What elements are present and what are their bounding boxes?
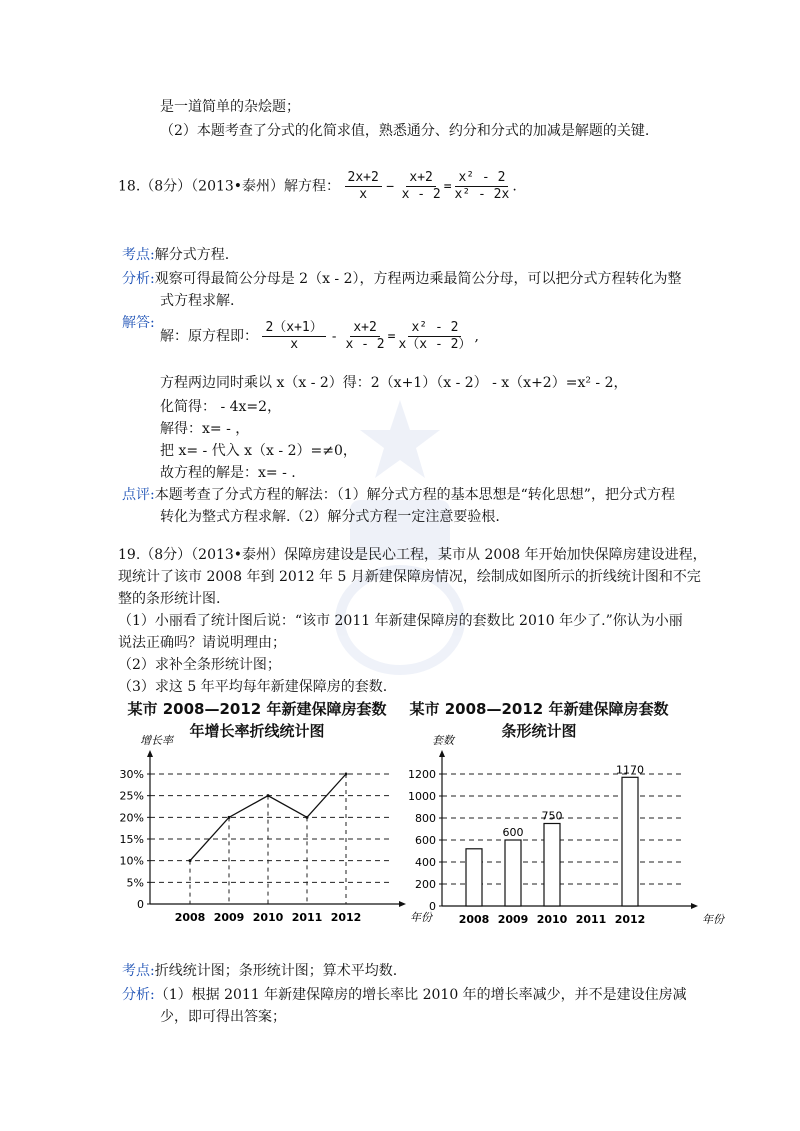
numerator: x+2 bbox=[406, 170, 435, 187]
kaodian-label: 考点: bbox=[122, 963, 155, 979]
y-tick-label: 20% bbox=[119, 811, 144, 825]
y-tick-label: 30% bbox=[119, 768, 144, 781]
denominator: x bbox=[359, 187, 368, 202]
denominator: x - 2 bbox=[345, 337, 385, 352]
denominator: x - 2 bbox=[401, 187, 441, 202]
equals-sign: = bbox=[443, 179, 452, 195]
x-tick-label: 2011 bbox=[575, 913, 607, 926]
x-tick-label: 2010 bbox=[536, 913, 568, 926]
kaodian-text: 折线统计图；条形统计图；算术平均数. bbox=[154, 963, 398, 979]
bar bbox=[505, 840, 521, 906]
q19-kaodian bbox=[122, 962, 397, 980]
operator: - bbox=[330, 329, 339, 345]
q19-sub-3: （3）求这 5 年平均每年新建保障房的套数. bbox=[118, 679, 388, 695]
x-axis-label: 年份 bbox=[410, 911, 432, 924]
bar bbox=[622, 777, 638, 906]
numerator: 2（x+1） bbox=[262, 320, 325, 337]
q18-heading bbox=[118, 170, 517, 203]
q18-kaodian bbox=[122, 246, 229, 264]
data-point bbox=[345, 773, 348, 776]
watermark-emblem bbox=[330, 390, 470, 680]
data-point bbox=[306, 816, 309, 819]
y-tick-label: 600 bbox=[415, 834, 436, 847]
q18-fraction-1 bbox=[345, 170, 382, 203]
q18-dianping bbox=[122, 486, 675, 504]
q19-sub-1a: （1）小丽看了统计图后说：“该市 2011 年新建保障房的套数比 2010 年少了.”你认为小丽 bbox=[118, 613, 683, 629]
bar bbox=[466, 849, 482, 906]
period: . bbox=[512, 178, 517, 195]
fenxi-text-1: 观察可得最简公分母是 2（x - 2），方程两边乘最简公分母，可以把分式方程转化为整 bbox=[154, 271, 682, 287]
y-tick-label: 0 bbox=[429, 900, 436, 913]
x-tick-label: 2008 bbox=[174, 911, 206, 924]
y-tick-label: 1000 bbox=[408, 790, 436, 803]
jieda-label: 解答: bbox=[122, 315, 155, 331]
q18-fraction-3 bbox=[452, 170, 513, 203]
q18-fenxi bbox=[122, 270, 682, 288]
x-tick-label: 2012 bbox=[330, 911, 362, 924]
data-label: 750 bbox=[541, 809, 563, 823]
q19-fenxi bbox=[122, 986, 687, 1004]
bar-chart-title: 某市 2008—2012 年新建保障房套数 bbox=[409, 700, 669, 718]
y-tick-label: 10% bbox=[119, 854, 144, 868]
numerator: x+2 bbox=[350, 320, 379, 337]
x-tick-label: 2012 bbox=[614, 913, 646, 926]
numerator: x² - 2 bbox=[408, 320, 461, 337]
data-label: 600 bbox=[502, 826, 524, 839]
q19-head-2: 现统计了该市 2008 年到 2012 年 5 月新建保障房情况，绘制成如图所示的折线统计图和不完 bbox=[118, 569, 701, 585]
q18-head-text: 18.（8分）（2013•泰州）解方程： bbox=[118, 178, 341, 195]
y-tick-label: 800 bbox=[415, 812, 436, 825]
fenxi-text-1: （1）根据 2011 年新建保障房的增长率比 2010 年的增长率减少，并不是建设住房减 bbox=[154, 987, 687, 1003]
data-point bbox=[189, 859, 192, 862]
y-tick-label: 400 bbox=[415, 856, 436, 869]
denominator: x（x - 2） bbox=[398, 337, 472, 352]
line-chart-subtitle: 年增长率折线统计图 bbox=[189, 722, 325, 740]
sol-fraction-1 bbox=[262, 320, 325, 353]
bar-chart bbox=[400, 730, 724, 930]
x-tick-label: 2011 bbox=[291, 911, 323, 924]
q18-step-4: 把 x= - 代入 x（x - 2）=≠0， bbox=[160, 443, 357, 459]
y-axis-label: 增长率 bbox=[140, 734, 173, 747]
x-tick-label: 2010 bbox=[252, 911, 284, 924]
q19-sub-2: （2）求补全条形统计图； bbox=[118, 657, 281, 673]
x-axis-arrow bbox=[691, 903, 698, 909]
q18-solution-equation bbox=[160, 320, 479, 353]
fenxi-label: 分析: bbox=[122, 987, 155, 1003]
x-tick-label: 2009 bbox=[497, 913, 529, 926]
q18-step-1: 方程两边同时乘以 x（x - 2）得：2（x+1）（x - 2） - x（x+2）=x² - 2， bbox=[160, 375, 628, 391]
intro-line-1: 是一道简单的杂烩题； bbox=[160, 99, 300, 115]
y-tick-label: 0 bbox=[137, 898, 144, 911]
x-tick-label: 2008 bbox=[458, 913, 490, 926]
data-point bbox=[267, 794, 270, 797]
bar-chart-subtitle: 条形统计图 bbox=[501, 722, 577, 740]
kaodian-label: 考点: bbox=[122, 247, 155, 263]
q18-step-5: 故方程的解是：x= - . bbox=[160, 465, 296, 481]
bar bbox=[544, 824, 560, 907]
q18-fenxi-2: 式方程求解. bbox=[160, 293, 235, 309]
q19-fenxi-2: 少，即可得出答案； bbox=[160, 1009, 286, 1025]
y-axis-arrow bbox=[147, 750, 153, 757]
q18-fraction-2 bbox=[399, 170, 444, 203]
denominator: x bbox=[290, 337, 299, 352]
sol-fraction-2 bbox=[343, 320, 388, 353]
q19-head-3: 整的条形统计图. bbox=[118, 591, 221, 607]
dianping-text-1: 本题考查了分式方程的解法：（1）解分式方程的基本思想是“转化思想”，把分式方程 bbox=[154, 487, 675, 503]
dianping-label: 点评: bbox=[122, 487, 155, 503]
q19-sub-1b: 说法正确吗？请说明理由； bbox=[118, 635, 286, 651]
numerator: 2x+2 bbox=[345, 170, 382, 187]
y-axis-label: 套数 bbox=[432, 734, 454, 747]
x-tick-label: 2009 bbox=[213, 911, 245, 924]
q19-head-1: 19.（8分）（2013•泰州）保障房建设是民心工程，某市从 2008 年开始加快保障房建设进程， bbox=[118, 547, 707, 563]
operator: − bbox=[386, 179, 395, 195]
q18-step-2: 化简得： - 4x=2， bbox=[160, 399, 282, 415]
y-axis-arrow bbox=[439, 750, 445, 757]
q18-dianping-2: 转化为整式方程求解.（2）解分式方程一定注意要验根. bbox=[160, 509, 500, 525]
x-axis-label: 年份 bbox=[702, 913, 724, 926]
line-chart-title: 某市 2008—2012 年新建保障房套数 bbox=[127, 700, 387, 718]
y-tick-label: 1200 bbox=[408, 768, 436, 781]
equals-sign: = bbox=[387, 329, 396, 345]
intro-line-2: （2）本题考查了分式的化简求值，熟悉通分、约分和分式的加减是解题的关键. bbox=[160, 123, 650, 139]
y-tick-label: 15% bbox=[119, 833, 144, 846]
y-tick-label: 5% bbox=[126, 876, 144, 890]
data-label: 1170 bbox=[616, 763, 644, 777]
solution-prefix: 解：原方程即： bbox=[160, 328, 258, 345]
q18-step-3: 解得：x= - ， bbox=[160, 421, 250, 437]
comma: , bbox=[474, 328, 479, 345]
data-point bbox=[228, 816, 231, 819]
y-tick-label: 200 bbox=[415, 878, 436, 891]
sol-fraction-3 bbox=[395, 320, 474, 353]
fenxi-label: 分析: bbox=[122, 271, 155, 287]
y-tick-label: 25% bbox=[119, 789, 144, 803]
kaodian-text: 解分式方程. bbox=[154, 247, 230, 263]
numerator: x² - 2 bbox=[455, 170, 508, 187]
denominator: x² - 2x bbox=[454, 187, 510, 202]
